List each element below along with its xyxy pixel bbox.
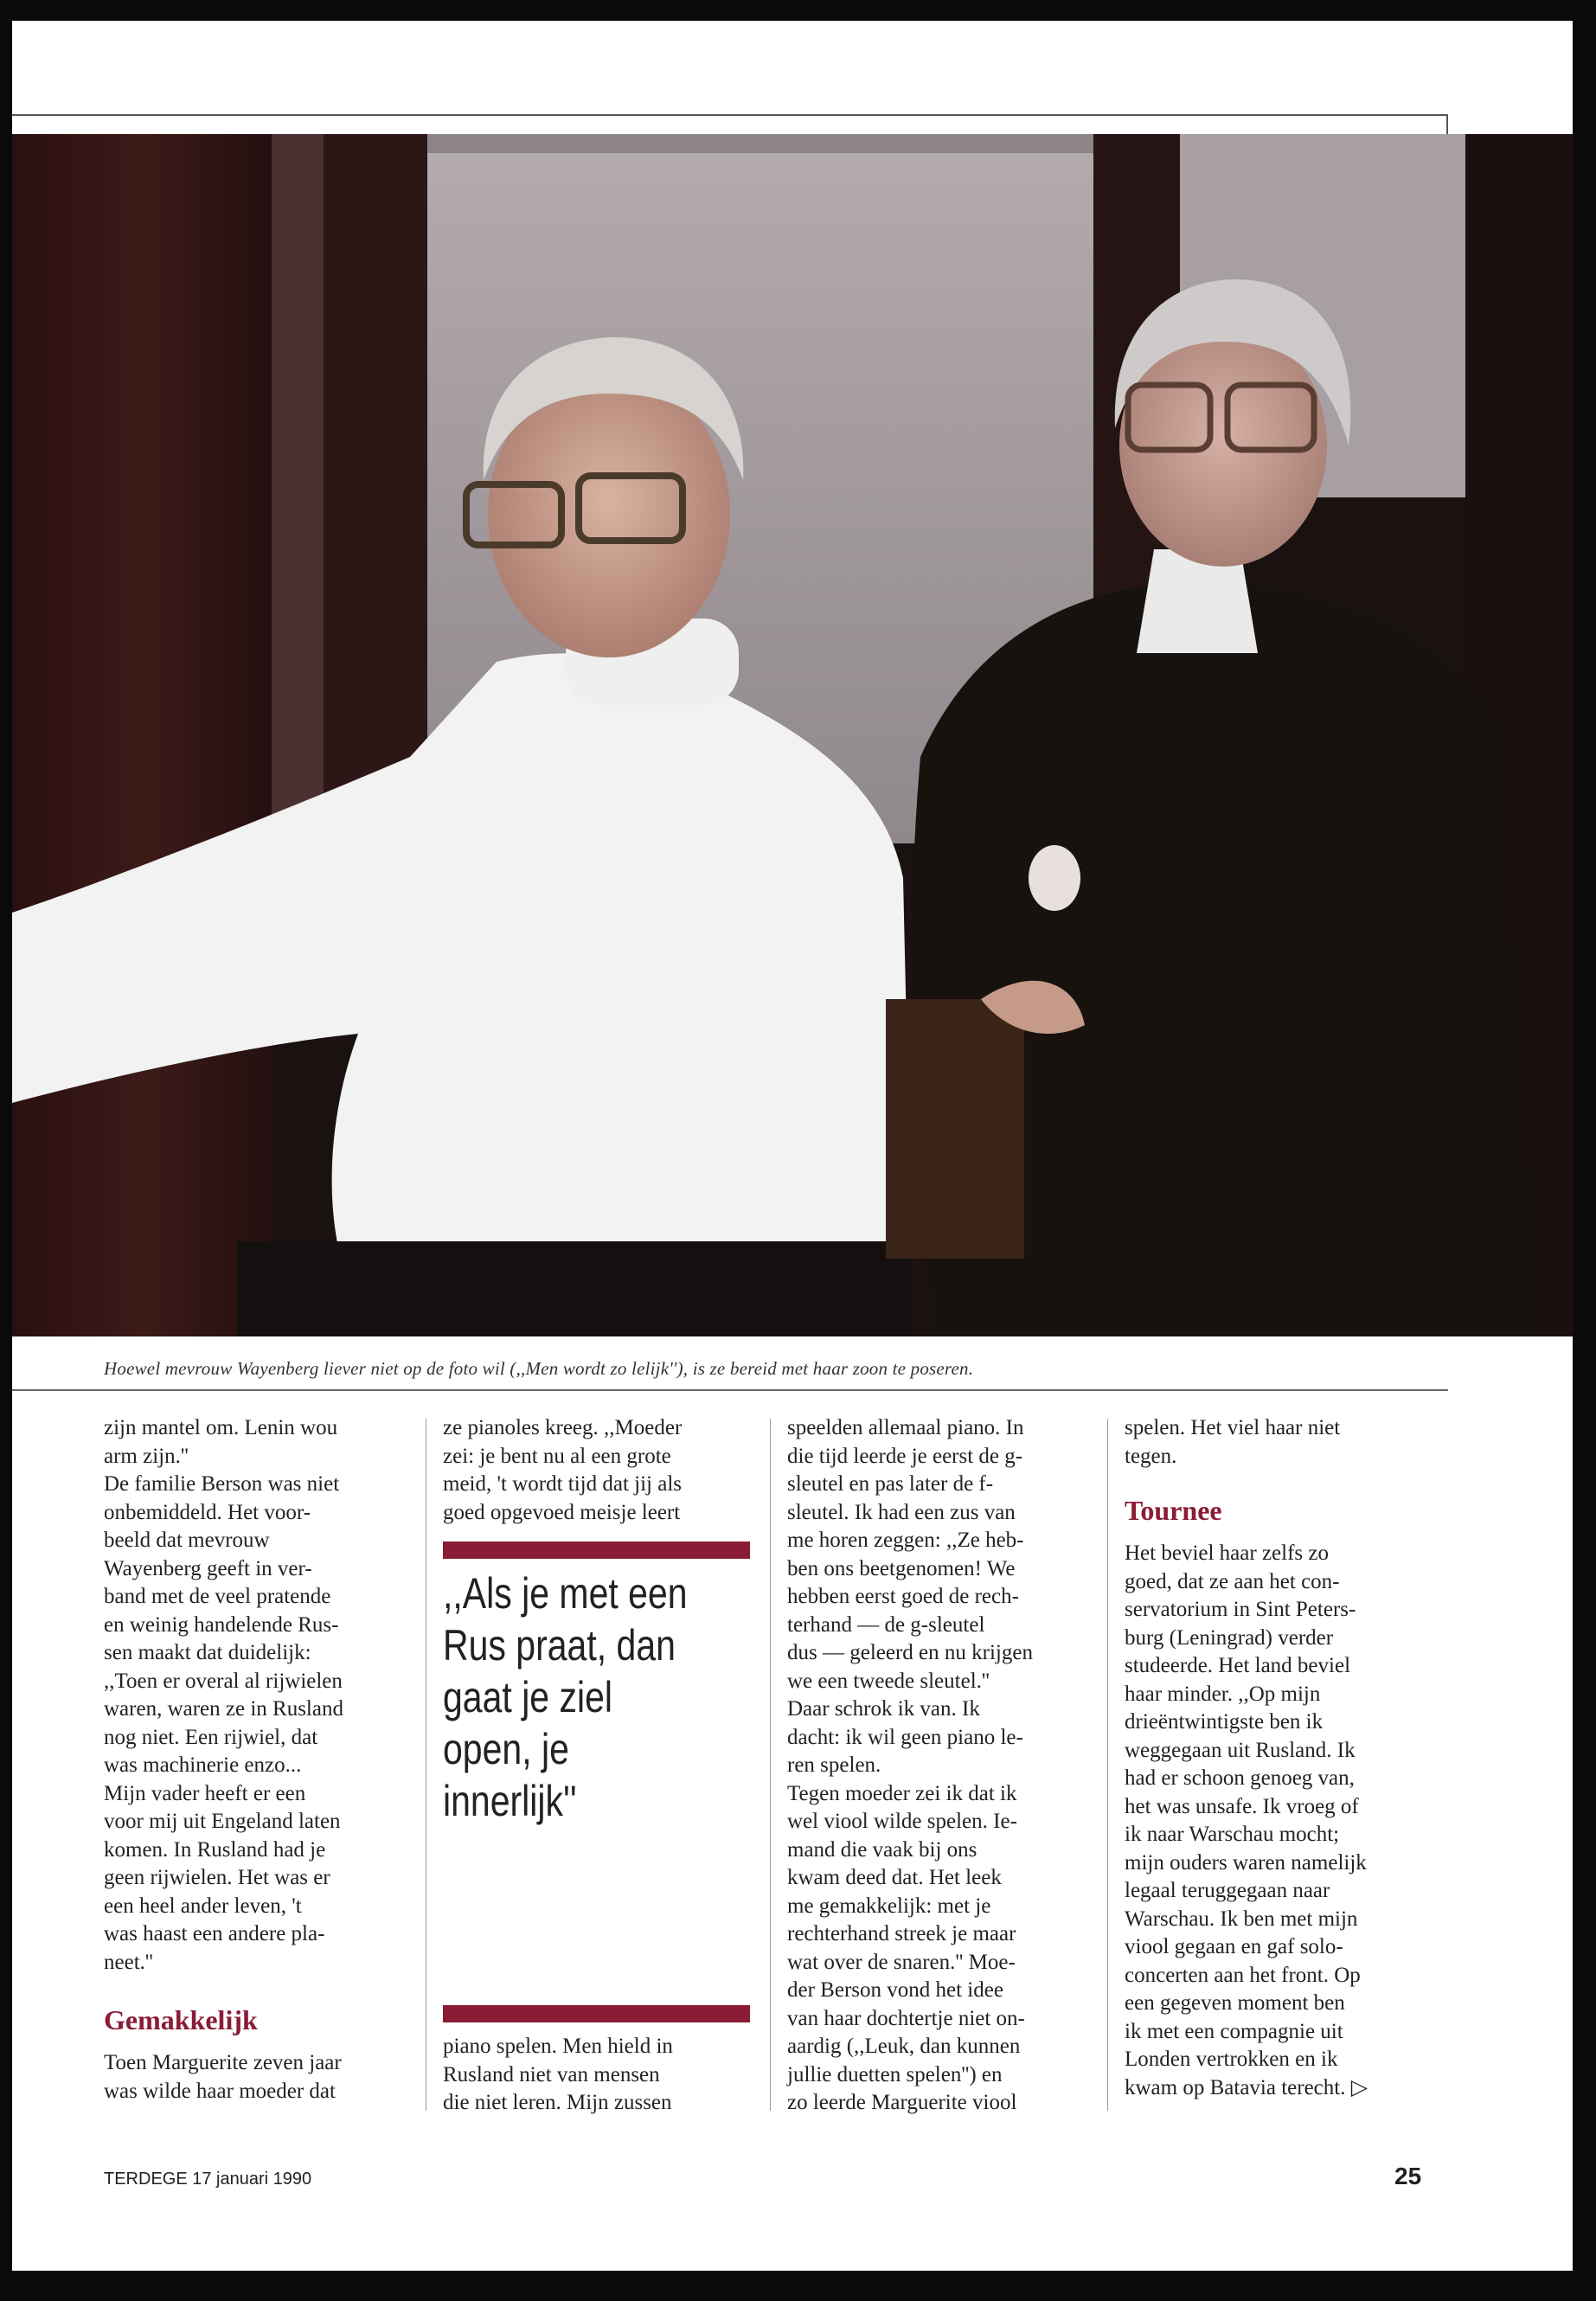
text-line: ik naar Warschau mocht; (1125, 1823, 1340, 1846)
article-photo (12, 134, 1573, 1336)
caption-rule (12, 1389, 1448, 1391)
text-line: speelden allemaal piano. In (787, 1416, 1024, 1439)
column-4-paragraph-a (1125, 1414, 1432, 1471)
text-line: Het beviel haar zelfs zo (1125, 1541, 1329, 1565)
text-line: wat over de snaren.'' Moe- (787, 1950, 1016, 1974)
scan-border-bottom (0, 2271, 1596, 2301)
column-divider (1107, 1419, 1108, 2111)
text-line: mijn ouders waren namelijk (1125, 1850, 1367, 1875)
text-line: sleutel. Ik had een zus van (787, 1500, 1016, 1524)
column-divider (770, 1419, 771, 2111)
top-rule-tick (1446, 114, 1448, 135)
pull-quote-bar-bottom (443, 2005, 750, 2022)
text-line: een heel ander leven, 't (104, 1894, 302, 1918)
text-line: De familie Berson was niet (104, 1472, 340, 1496)
text-line: waren, waren ze in Rusland (104, 1697, 343, 1721)
pull-quote-line: innerlijk'' (443, 1777, 577, 1825)
text-line: hebben eerst goed de rech- (787, 1585, 1019, 1608)
page-number: 25 (1394, 2163, 1422, 2189)
pull-quote-line: gaat je ziel (443, 1673, 613, 1721)
text-line: we een tweede sleutel.'' (787, 1669, 990, 1693)
text-line: zo leerde Marguerite viool (787, 2091, 1017, 2114)
text-line: het was unsafe. Ik vroeg of (1125, 1794, 1359, 1818)
scan-border-top (0, 0, 1596, 21)
text-line: nog niet. Een rijwiel, dat (104, 1725, 318, 1749)
text-line: rechterhand streek je maar (787, 1922, 1016, 1945)
text-line: me gemakkelijk: met je (787, 1894, 991, 1918)
text-line: Toen Marguerite zeven jaar (104, 2051, 342, 2074)
subhead-tournee: Tournee (1125, 1495, 1222, 1526)
text-line: Wayenberg geeft in ver- (104, 1556, 312, 1580)
column-1-paragraph-b (104, 2049, 402, 2106)
text-line: me horen zeggen: ,,Ze heb- (787, 1529, 1024, 1552)
text-line: mand die vaak bij ons (787, 1837, 977, 1862)
text-line: arm zijn.'' (104, 1444, 189, 1468)
text-line: drieëntwintigste ben ik (1125, 1710, 1324, 1734)
text-line: concerten aan het front. Op (1125, 1963, 1361, 1987)
text-line: beeld dat mevrouw (104, 1529, 270, 1552)
text-line: ,,Toen er overal al rijwielen (104, 1669, 343, 1693)
text-line: sen maakt dat duidelijk: (104, 1641, 311, 1664)
text-line: servatorium in Sint Peters- (1125, 1598, 1356, 1621)
text-line: en weinig handelende Rus- (104, 1612, 339, 1637)
pull-quote (443, 1567, 695, 1827)
text-line: weggegaan uit Rusland. Ik (1125, 1738, 1356, 1762)
column-1 (104, 1414, 402, 2106)
text-line: zei: je bent nu al een grote (443, 1444, 671, 1468)
text-line: dus — geleerd en nu krijgen (787, 1641, 1033, 1664)
text-line: Mijn vader heeft er een (104, 1781, 306, 1805)
pull-quote-line: open, je (443, 1725, 569, 1773)
column-3 (787, 1414, 1094, 2118)
pull-quote-line: Rus praat, dan (443, 1621, 676, 1670)
column-2-paragraph-b (443, 2033, 750, 2118)
text-line: tegen. (1125, 1444, 1177, 1468)
text-line: spelen. Het viel haar niet (1125, 1416, 1341, 1439)
photo-illustration (12, 134, 1573, 1336)
text-line: legaal teruggegaan naar (1125, 1879, 1330, 1902)
column-2-continued (443, 2033, 750, 2118)
text-line: onbemiddeld. Het voor- (104, 1500, 311, 1524)
text-line: Rusland niet van mensen (443, 2062, 660, 2086)
text-line: ik met een compagnie uit (1125, 2019, 1343, 2043)
column-1-paragraph-a (104, 1414, 402, 1977)
subhead-gemakkelijk: Gemakkelijk (104, 2004, 258, 2035)
photo-caption: Hoewel mevrouw Wayenberg liever niet op de foto wil (,,Men wordt zo lelijk''), is ze bereid met haar zoon te poseren. (104, 1358, 974, 1379)
scan-border-right (1573, 0, 1596, 2301)
column-4 (1125, 1414, 1432, 2102)
text-line: dacht: ik wil geen piano le- (787, 1725, 1023, 1749)
footer-magazine-date: TERDEGE 17 januari 1990 (104, 2170, 312, 2189)
text-line: aardig (,,Leuk, dan kunnen (787, 2035, 1021, 2058)
text-line: piano spelen. Men hield in (443, 2035, 673, 2058)
text-line: die niet leren. Mijn zussen (443, 2091, 672, 2114)
text-line: kwam op Batavia terecht. ▷ (1125, 2075, 1368, 2099)
text-line: was machinerie enzo... (104, 1753, 302, 1777)
text-line: jullie duetten spelen'') en (787, 2062, 1003, 2086)
text-line: meid, 't wordt tijd dat jij als (443, 1472, 683, 1496)
text-line: neet.'' (104, 1950, 153, 1974)
text-line: Londen vertrokken en ik (1125, 2048, 1338, 2071)
text-line: ze pianoles kreeg. ,,Moeder (443, 1416, 683, 1439)
text-line: Daar schrok ik van. Ik (787, 1697, 980, 1721)
text-line: geen rijwielen. Het was er (104, 1866, 330, 1889)
text-line: komen. In Rusland had je (104, 1837, 326, 1862)
text-line: goed, dat ze aan het con- (1125, 1569, 1340, 1593)
text-line: terhand — de g-sleutel (787, 1612, 985, 1637)
column-2-paragraph-a (443, 1414, 750, 1527)
text-line: studeerde. Het land beviel (1125, 1654, 1351, 1677)
text-line: was haast een andere pla- (104, 1922, 325, 1945)
text-line: haar minder. ,,Op mijn (1125, 1682, 1321, 1706)
text-line: wel viool wilde spelen. Ie- (787, 1810, 1017, 1833)
text-line: ren spelen. (787, 1753, 881, 1777)
text-line: had er schoon genoeg van, (1125, 1766, 1355, 1790)
text-line: die tijd leerde je eerst de g- (787, 1444, 1023, 1468)
text-line: band met de veel pratende (104, 1585, 331, 1608)
text-line: sleutel en pas later de f- (787, 1472, 994, 1496)
text-line: Tegen moeder zei ik dat ik (787, 1781, 1017, 1805)
top-rule (12, 114, 1448, 116)
column-2 (443, 1414, 750, 1527)
pull-quote-bar-top (443, 1541, 750, 1559)
text-line: van haar dochtertje niet on- (787, 2006, 1025, 2030)
text-line: der Berson vond het idee (787, 1978, 1003, 2002)
text-line: goed opgevoed meisje leert (443, 1500, 681, 1524)
pull-quote-line: ,,Als je met een (443, 1569, 688, 1618)
text-line: een gegeven moment ben (1125, 1991, 1345, 2015)
text-line: burg (Leningrad) verder (1125, 1625, 1334, 1650)
text-line: Warschau. Ik ben met mijn (1125, 1907, 1358, 1931)
text-line: viool gegaan en gaf solo- (1125, 1935, 1343, 1958)
column-4-paragraph-b (1125, 1540, 1432, 2102)
text-line: zijn mantel om. Lenin wou (104, 1416, 338, 1439)
scan-border-left (0, 0, 12, 2301)
text-line: was wilde haar moeder dat (104, 2079, 336, 2103)
text-line: voor mij uit Engeland laten (104, 1810, 341, 1833)
text-line: ben ons beetgenomen! We (787, 1556, 1016, 1580)
text-line: kwam deed dat. Het leek (787, 1866, 1002, 1889)
